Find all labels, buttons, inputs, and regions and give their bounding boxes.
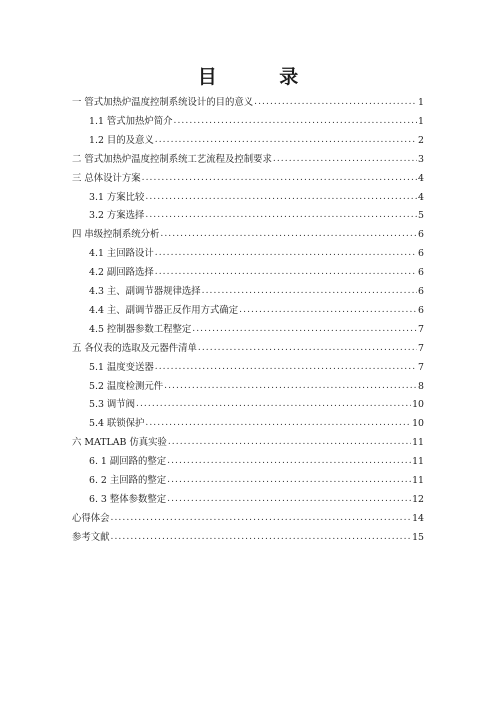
- toc-entry-page: 5: [418, 210, 424, 222]
- toc-entry[interactable]: [89, 114, 424, 129]
- toc-entry-page: 6: [418, 248, 424, 260]
- dot-leader: [164, 379, 417, 394]
- toc-entry-page: 15: [412, 531, 424, 543]
- toc-entry[interactable]: [89, 397, 424, 412]
- toc-entry[interactable]: [72, 530, 424, 545]
- toc-entry-label: 4.1 主回路设计: [89, 248, 154, 260]
- dot-leader: [202, 284, 417, 299]
- toc-entry-page: 1: [418, 115, 424, 127]
- toc-entry[interactable]: [89, 265, 424, 280]
- dot-leader: [273, 152, 417, 167]
- dot-leader: [239, 303, 417, 318]
- toc-entry-page: 4: [418, 191, 424, 203]
- toc-entry[interactable]: [72, 511, 424, 526]
- dot-leader: [167, 492, 411, 507]
- toc-entry-label: 5.3 调节阀: [89, 399, 136, 411]
- toc-entry-page: 8: [418, 380, 424, 392]
- toc-entry-label: 3.2 方案选择: [89, 210, 145, 222]
- dot-leader: [145, 416, 411, 431]
- dot-leader: [155, 133, 417, 148]
- toc-entry[interactable]: [89, 473, 424, 488]
- dot-leader: [136, 397, 411, 412]
- toc-entry[interactable]: [89, 284, 424, 299]
- toc-entry-page: 11: [412, 475, 424, 486]
- toc-entry-page: 2: [418, 134, 424, 146]
- toc-entry-page: 4: [418, 172, 424, 184]
- toc-entry-label: 六 MATLAB 仿真实验: [72, 437, 167, 449]
- toc-entry[interactable]: [72, 227, 424, 242]
- toc-entry-page: 6: [418, 267, 424, 279]
- toc-entry-label: 参考文献: [72, 531, 110, 543]
- toc-entry[interactable]: [89, 360, 424, 375]
- toc-entry-label: 1.2 目的及意义: [89, 134, 154, 146]
- dot-leader: [155, 265, 417, 280]
- toc-entry-label: 6. 2 主回路的整定: [89, 475, 167, 486]
- toc-entry-page: 6: [418, 286, 424, 297]
- dot-leader: [174, 114, 418, 129]
- dot-leader: [142, 171, 417, 186]
- toc-entry[interactable]: [72, 341, 424, 356]
- toc-entry-label: 5.2 温度检测元件: [89, 380, 164, 392]
- dot-leader: [167, 473, 411, 488]
- toc-entry[interactable]: [89, 454, 424, 469]
- toc-entry-label: 6. 1 副回路的整定: [89, 456, 167, 468]
- dot-leader: [254, 95, 417, 110]
- toc-entry[interactable]: [89, 246, 424, 261]
- toc-entry[interactable]: [72, 435, 424, 450]
- toc-entry[interactable]: [72, 171, 424, 186]
- toc-title: 目 录: [197, 66, 327, 88]
- toc-entry-label: 五 各仪表的选取及元器件清单: [72, 342, 197, 354]
- dot-leader: [155, 360, 417, 375]
- dot-leader: [192, 322, 417, 337]
- toc-entry-label: 4.4 主、副调节器正反作用方式确定: [89, 304, 239, 316]
- toc-entry-label: 4.3 主、副调节器规律选择: [89, 286, 201, 297]
- toc-entry-page: 7: [418, 361, 424, 373]
- toc-entry-label: 四 串级控制系统分析: [72, 229, 160, 241]
- toc-entry[interactable]: [89, 322, 424, 337]
- toc-entry-page: 6: [418, 304, 424, 316]
- toc-entry-label: 5.4 联锁保护: [89, 418, 145, 430]
- toc-entry-page: 11: [412, 437, 424, 449]
- toc-entry-label: 6. 3 整体参数整定: [89, 493, 167, 505]
- toc-entry[interactable]: [89, 303, 424, 318]
- toc-entry-label: 二 管式加热炉温度控制系统工艺流程及控制要求: [72, 153, 272, 165]
- toc-entry[interactable]: [89, 208, 424, 223]
- toc-entry-page: 6: [418, 229, 424, 241]
- toc-entry[interactable]: [89, 379, 424, 394]
- toc-entry[interactable]: [89, 416, 424, 431]
- toc-entry-label: 5.1 温度变送器: [89, 361, 154, 373]
- dot-leader: [168, 435, 411, 450]
- toc-entry-page: 10: [412, 418, 424, 430]
- toc-entry[interactable]: [89, 190, 424, 205]
- toc-entry[interactable]: [72, 95, 424, 110]
- toc-entry-page: 14: [412, 512, 424, 524]
- toc-entry-label: 1.1 管式加热炉简介: [89, 115, 173, 127]
- toc-entry-page: 3: [418, 153, 424, 165]
- toc-entry-page: 7: [418, 323, 424, 335]
- toc-entry-label: 心得体会: [72, 512, 110, 524]
- dot-leader: [145, 190, 417, 205]
- toc-entry-page: 11: [412, 456, 424, 468]
- dot-leader: [167, 454, 411, 469]
- dot-leader: [145, 208, 417, 223]
- toc-entry-label: 4.5 控制器参数工程整定: [89, 323, 192, 335]
- toc-entry-label: 4.2 副回路选择: [89, 267, 154, 279]
- dot-leader: [155, 246, 417, 261]
- toc-entry-label: 三 总体设计方案: [72, 172, 141, 184]
- toc-entry-label: 一 管式加热炉温度控制系统设计的目的意义: [72, 97, 254, 108]
- toc-entry-page: 10: [412, 399, 424, 411]
- toc-entry[interactable]: [89, 492, 424, 507]
- toc-entry[interactable]: [89, 133, 424, 148]
- dot-leader: [111, 530, 412, 545]
- toc-entry[interactable]: [72, 152, 424, 167]
- toc-entry-page: 1: [418, 97, 424, 108]
- dot-leader: [198, 341, 417, 356]
- dot-leader: [111, 511, 412, 526]
- toc-entry-page: 12: [412, 493, 424, 505]
- toc-entry-label: 3.1 方案比较: [89, 191, 145, 203]
- dot-leader: [160, 227, 417, 242]
- toc-entry-page: 7: [418, 342, 424, 354]
